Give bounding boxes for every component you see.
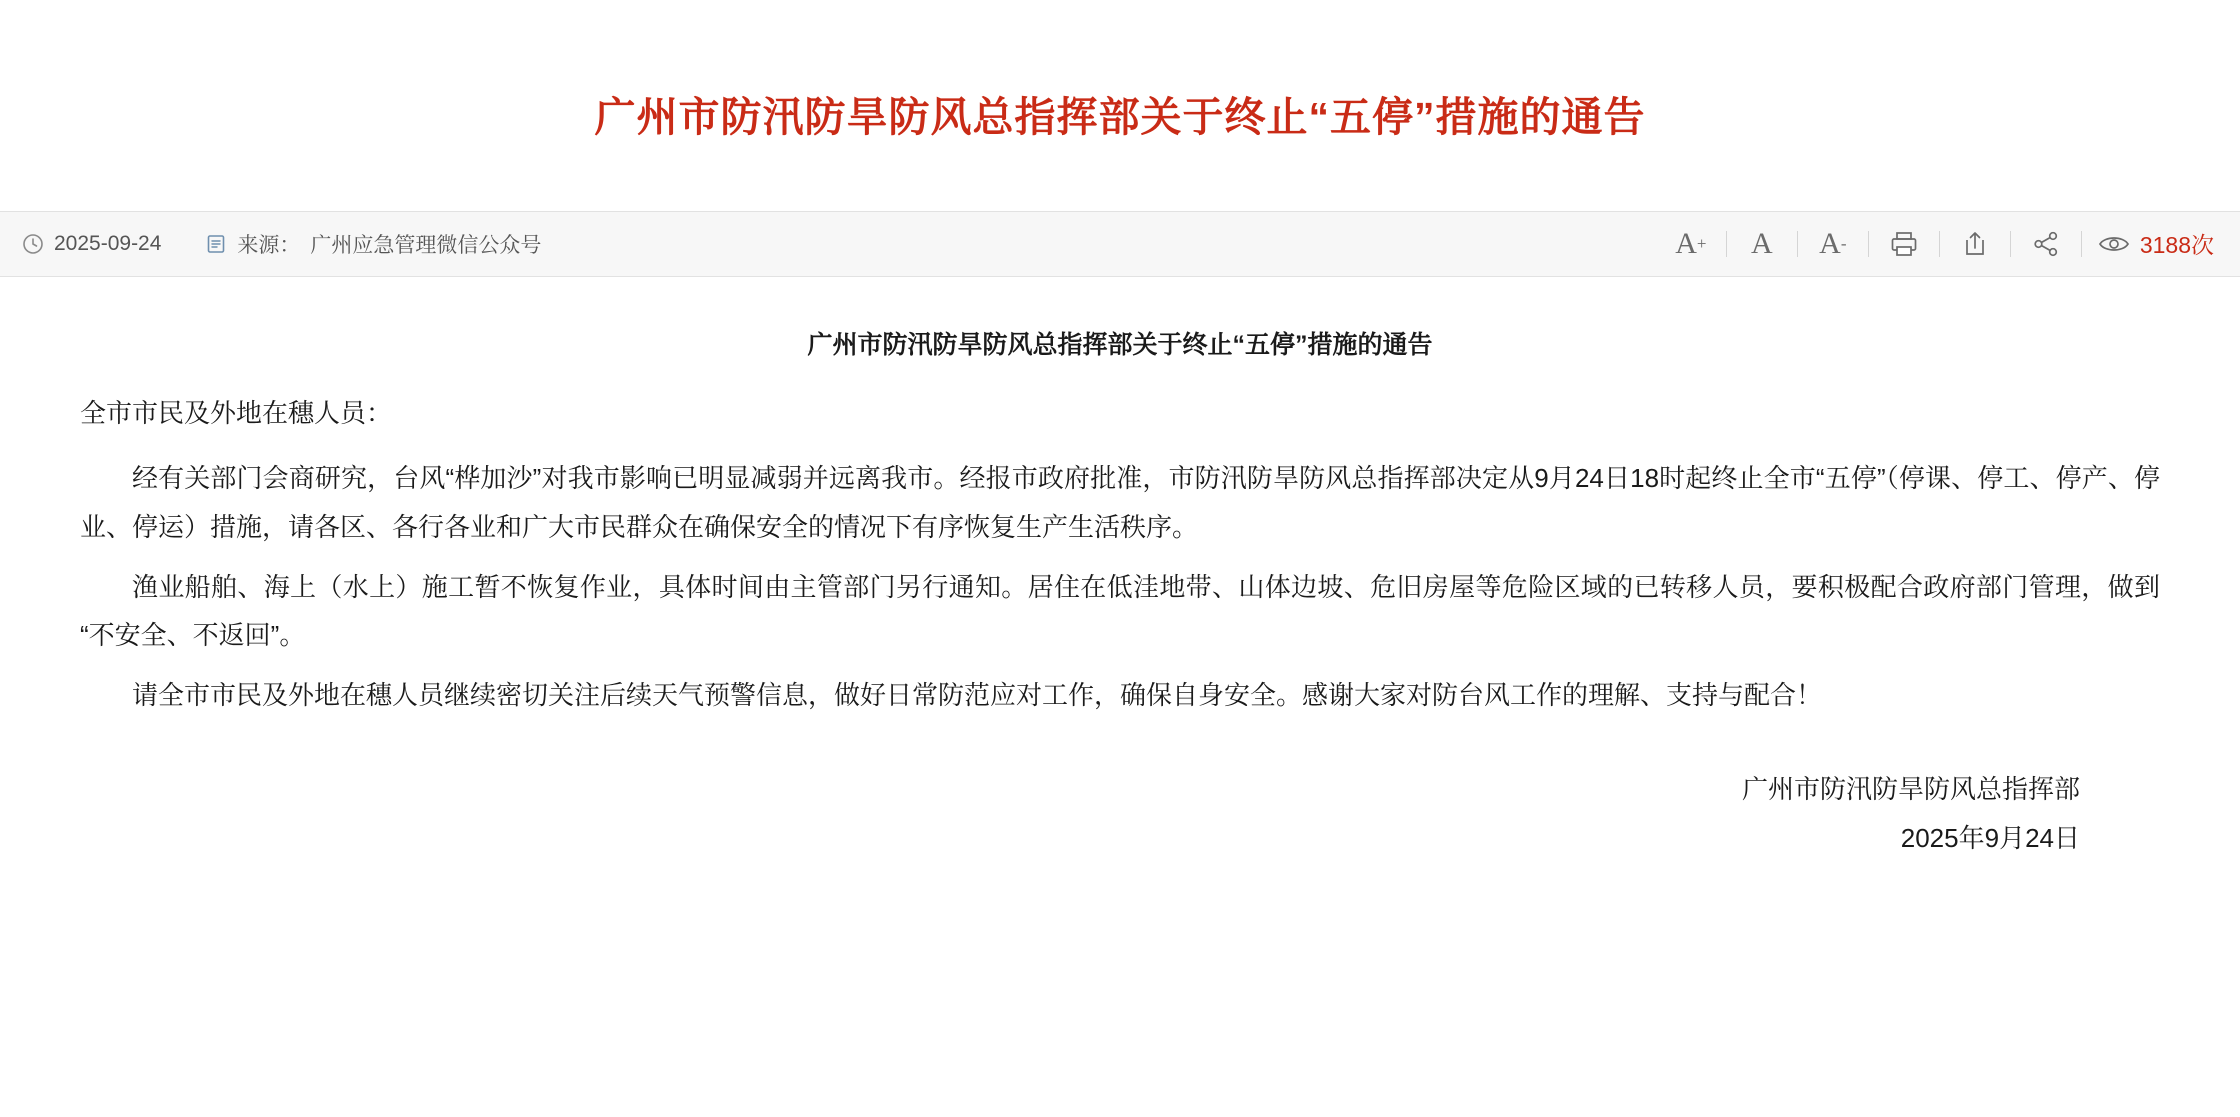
page-title: 广州市防汛防旱防风总指挥部关于终止“五停”措施的通告 [594, 94, 1646, 141]
font-decrease-label: A [1819, 226, 1841, 260]
toolbar-divider [1939, 231, 1940, 257]
clock-icon [22, 233, 44, 255]
toolbar-divider [1797, 231, 1798, 257]
signature-issuer: 广州市防汛防旱防风总指挥部 [1741, 773, 2080, 804]
view-count: 3188次 [2139, 232, 2214, 259]
print-button[interactable] [1877, 222, 1931, 266]
signature-date: 2025年9月24日 [1900, 823, 2080, 854]
toolbar-divider [1726, 231, 1727, 257]
publish-date: 2025-09-24 [54, 231, 162, 255]
share-icon [2032, 230, 2060, 258]
article-body [0, 277, 2240, 864]
toolbar-divider [2010, 231, 2011, 257]
salutation: 全市市民及外地在穗人员： [80, 397, 393, 428]
article-meta-bar [0, 211, 2240, 277]
export-icon [1961, 230, 1989, 258]
meta-left-group [22, 229, 541, 259]
document-heading: 广州市防汛防旱防风总指挥部关于终止“五停”措施的通告 [807, 330, 1433, 359]
eye-icon [2098, 233, 2130, 255]
font-normal-label: A [1750, 226, 1773, 260]
source-value: 广州应急管理微信公众号 [310, 233, 542, 257]
font-decrease-sup: - [1840, 233, 1847, 253]
source-label: 来源： [237, 233, 301, 257]
toolbar-divider [2081, 231, 2082, 257]
font-decrease-button[interactable] [1806, 222, 1860, 266]
font-increase-button[interactable] [1664, 222, 1718, 266]
export-button[interactable] [1948, 222, 2002, 266]
article-page [0, 27, 2240, 1117]
body-paragraph: 经有关部门会商研究，台风“桦加沙”对我市影响已明显减弱并远离我市。经报市政府批准，市防汛防旱防风总指挥部决定从9月24日18时起终止全市“五停”（停课、停工、停产、停业、停运）措施，请各区、各行各业和广大市民群众在确保安全的情况下有序恢复生产生活秩序。 [80, 463, 2160, 542]
body-paragraph: 渔业船舶、海上（水上）施工暂不恢复作业，具体时间由主管部门另行通知。居住在低洼地带、山体边坡、危旧房屋等危险区域的已转移人员，要积极配合政府部门管理，做到“不安全、不返回”。 [80, 571, 2160, 650]
body-paragraph: 请全市市民及外地在穗人员继续密切关注后续天气预警信息，做好日常防范应对工作，确保自身安全。感谢大家对防台风工作的理解、支持与配合！ [132, 679, 1823, 710]
font-increase-sup: + [1696, 233, 1707, 253]
article-toolbar [1664, 222, 2222, 266]
toolbar-divider [1868, 231, 1869, 257]
printer-icon [1889, 230, 1919, 258]
font-normal-button[interactable] [1735, 222, 1789, 266]
font-increase-label: A [1675, 226, 1697, 260]
share-button[interactable] [2019, 222, 2073, 266]
document-icon [205, 233, 227, 255]
view-count-group [2098, 227, 2222, 260]
